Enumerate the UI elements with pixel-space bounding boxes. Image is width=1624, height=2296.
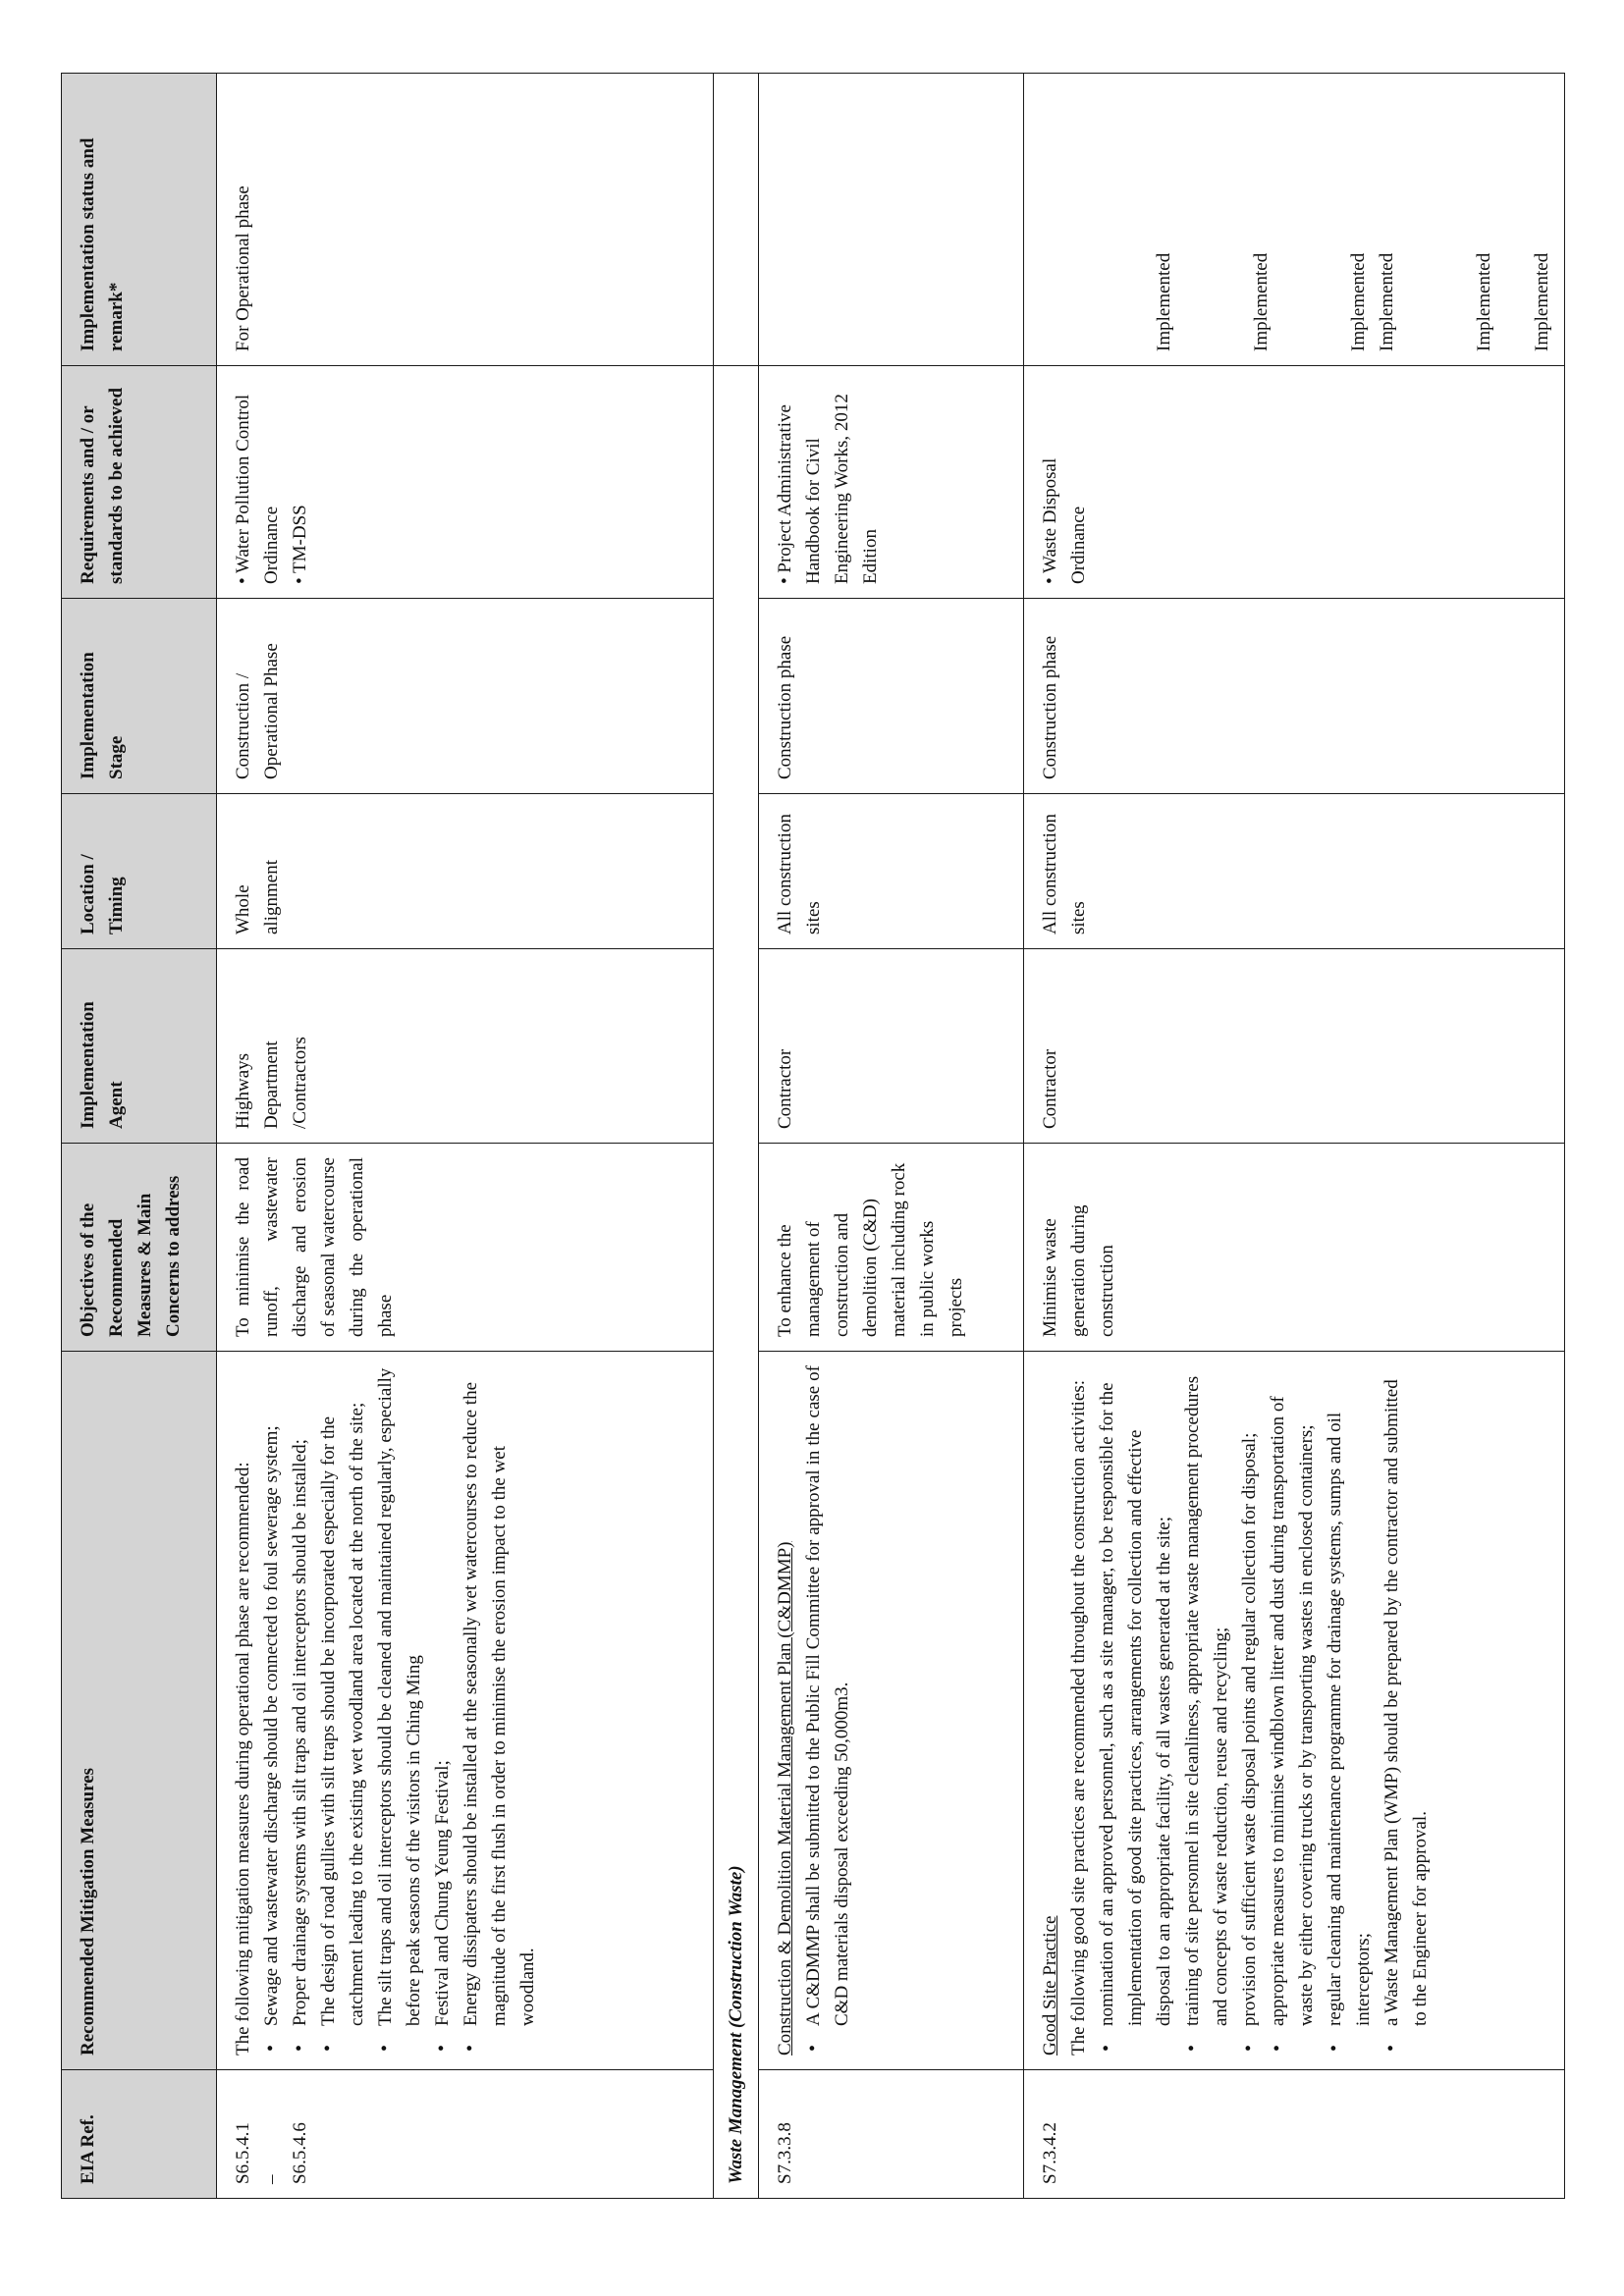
list-item: • TM-DSS	[286, 380, 314, 584]
list-item: • Project Administrative Handbook for Civil Engineering Works, 2012 Edition	[771, 380, 885, 584]
status-text: Implemented	[1251, 252, 1272, 351]
eia-ref: S6.5.4.1	[233, 2122, 253, 2184]
agent-cell: Highways Department /Contractors	[217, 949, 714, 1144]
list-item: • Festival and Chung Yeung Festival;	[428, 1365, 457, 2026]
table-row	[1024, 74, 1565, 2199]
agent-cell: Contractor	[1024, 949, 1565, 1144]
list-item: • nomination of an approved personnel, such as a site manager, to be responsible for the implementation of good site practices, arrangements for collection and effective disposal to an appropriate facility, of all wastes generated at the site;	[1093, 1365, 1178, 2026]
eia-ref-cell	[217, 2070, 714, 2199]
objective-cell: Minimise waste generation during construction	[1024, 1144, 1565, 1352]
requirements-cell	[759, 366, 1024, 599]
list-item: • The design of road gullies with silt traps should be incorporated especially for the catchment leading to the existing wet woodland area located at the north of the site;	[314, 1365, 371, 2026]
header-objectives: Objectives of the Recommended Measures & Main Concerns to address	[62, 1144, 217, 1352]
stage-cell: Construction / Operational Phase	[217, 599, 714, 794]
measures-intro: The following mitigation measures during operational phase are recommended:	[233, 1462, 253, 2056]
status-text: Implemented	[1377, 252, 1397, 351]
stage-cell: Construction phase	[1024, 599, 1565, 794]
status-cell	[759, 74, 1024, 366]
stage-cell: Construction phase	[759, 599, 1024, 794]
measures-cell	[217, 1352, 714, 2070]
list-item: • Water Pollution Control Ordinance	[229, 380, 286, 584]
table-row	[217, 74, 714, 2199]
section-row	[714, 74, 759, 2199]
list-item: • A C&DMMP shall be submitted to the Public Fill Committee for approval in the case of C&D materials disposal exceeding 50,000m3.	[799, 1365, 856, 2026]
list-item: • Sewage and wastewater discharge should be connected to foul sewerage system;	[257, 1365, 286, 2026]
agent-cell: Contractor	[759, 949, 1024, 1144]
measures-list	[799, 1365, 856, 2056]
section-title: Waste Management (Construction Waste)	[714, 366, 759, 2199]
list-item: • Proper drainage systems with silt traps and oil interceptors should be installed;	[286, 1365, 314, 2026]
measures-list	[1093, 1365, 1435, 2056]
list-item: • a Waste Management Plan (WMP) should be prepared by the contractor and submitted to the Engineer for approval.	[1378, 1365, 1435, 2026]
header-stage: Implementation Stage	[62, 599, 217, 794]
location-cell: All construction sites	[759, 794, 1024, 949]
status-cell: For Operational phase	[217, 74, 714, 366]
list-item: • provision of sufficient waste disposal points and regular collection for disposal;	[1235, 1365, 1264, 2026]
eia-ref-cell: S7.3.3.8	[759, 2070, 1024, 2199]
status-cell	[1024, 74, 1565, 366]
status-text: Implemented	[1474, 252, 1494, 351]
objective-cell: To minimise the road runoff, wastewater discharge and erosion of seasonal watercourse during the operational phase	[217, 1144, 714, 1352]
list-item: • training of site personnel in site cleanliness, appropriate waste management procedures and concepts of waste reduction, reuse and recycling;	[1178, 1365, 1235, 2026]
section-empty-cell	[714, 74, 759, 366]
eia-ref-cell: S7.3.4.2	[1024, 2070, 1565, 2199]
requirements-cell	[1024, 366, 1565, 599]
requirements-list	[771, 380, 885, 584]
rotated-page	[61, 74, 1552, 2199]
table-row	[759, 74, 1024, 2199]
header-agent: Implementation Agent	[62, 949, 217, 1144]
mitigation-measures-table	[61, 73, 1565, 2199]
list-item: • The silt traps and oil interceptors should be cleaned and maintained regularly, especially before peak seasons of the visitors in Ching Ming	[371, 1365, 428, 2026]
requirements-cell	[217, 366, 714, 599]
measures-cell	[759, 1352, 1024, 2070]
measure-heading: Construction & Demolition Material Management Plan (C&DMMP)	[775, 1541, 795, 2056]
header-eia-ref: EIA Ref.	[62, 2070, 217, 2199]
list-item: • appropriate measures to minimise windblown litter and dust during transportation of waste by either covering trucks or by transporting wastes in enclosed containers;	[1264, 1365, 1321, 2026]
measures-intro: The following good site practices are recommended throughout the construction activities:	[1068, 1379, 1089, 2056]
header-row	[62, 74, 217, 2199]
eia-ref-separator: –	[261, 2174, 282, 2184]
status-text: Implemented	[1154, 252, 1174, 351]
requirements-list	[1036, 380, 1093, 584]
header-location: Location / Timing	[62, 794, 217, 949]
list-item: • Waste Disposal Ordinance	[1036, 380, 1093, 584]
header-status: Implementation status and remark*	[62, 74, 217, 366]
requirements-list	[229, 380, 314, 584]
header-requirements: Requirements and / or standards to be achieved	[62, 366, 217, 599]
measures-cell	[1024, 1352, 1565, 2070]
status-text: Implemented	[1532, 252, 1552, 351]
measures-list	[257, 1365, 542, 2056]
location-cell: All construction sites	[1024, 794, 1565, 949]
eia-ref: S6.5.4.6	[290, 2122, 310, 2184]
objective-cell: To enhance the management of construction and demolition (C&D) material including rock in public works projects	[759, 1144, 1024, 1352]
header-measures: Recommended Mitigation Measures	[62, 1352, 217, 2070]
location-cell: Whole alignment	[217, 794, 714, 949]
list-item: • regular cleaning and maintenance programme for drainage systems, sumps and oil interceptors;	[1321, 1365, 1378, 2026]
list-item: • Energy dissipaters should be installed at the seasonally wet watercourses to reduce the magnitude of the first flush in order to minimise the erosion impact to the wet woodland.	[457, 1365, 542, 2026]
measure-heading: Good Site Practice	[1040, 1915, 1060, 2056]
status-text: Implemented	[1348, 252, 1369, 351]
